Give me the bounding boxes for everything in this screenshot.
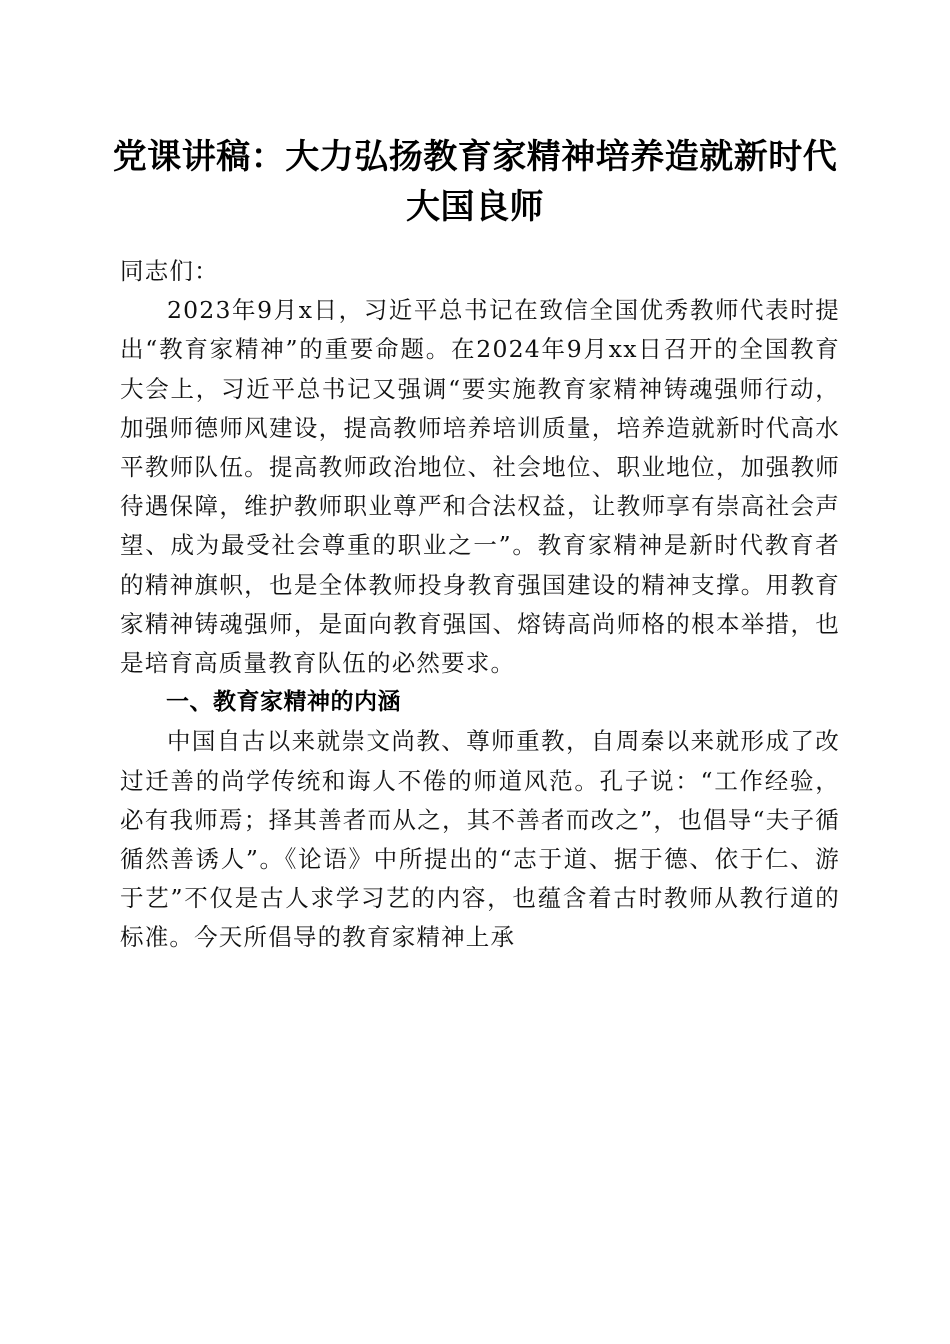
document-title: 党课讲稿：大力弘扬教育家精神培养造就新时代大国良师 — [112, 137, 838, 227]
salutation: 同志们： — [120, 257, 219, 285]
document-body — [120, 252, 840, 958]
intro-paragraph: 2023年9月x日，习近平总书记在致信全国优秀教师代表时提出“教育家精神”的重要命题。在2024年9月xx日召开的全国教育大会上，习近平总书记又强调“要实施教育家精神铸魂强师行动，加强师德师风建设，提高教师培养培训质量，培养造就新时代高水平教师队伍。提高教师政治地位、社会地位、职业地位，加强教师待遇保障，维护教师职业尊严和合法权益，让教师享有崇高社会声望、成为最受社会尊重的职业之一”。教育家精神是新时代教育者的精神旗帜，也是全体教师投身教育强国建设的精神支撑。用教育家精神铸魂强师，是面向教育强国、熔铸高尚师格的根本举措，也是培育高质量教育队伍的必然要求。 — [120, 296, 840, 678]
section-paragraph: 中国自古以来就崇文尚教、尊师重教，自周秦以来就形成了改过迁善的尚学传统和诲人不倦的师道风范。孔子说：“工作经验，必有我师焉；择其善者而从之，其不善者而改之”，也倡导“夫子循循然善诱人”。《论语》中所提出的“志于道、据于德、依于仁、游于艺”不仅是古人求学习艺的内容，也蕴含着古时教师从教行道的标准。今天所倡导的教育家精神上承 — [120, 727, 840, 952]
section-heading: 一、教育家精神的内涵 — [166, 689, 401, 716]
